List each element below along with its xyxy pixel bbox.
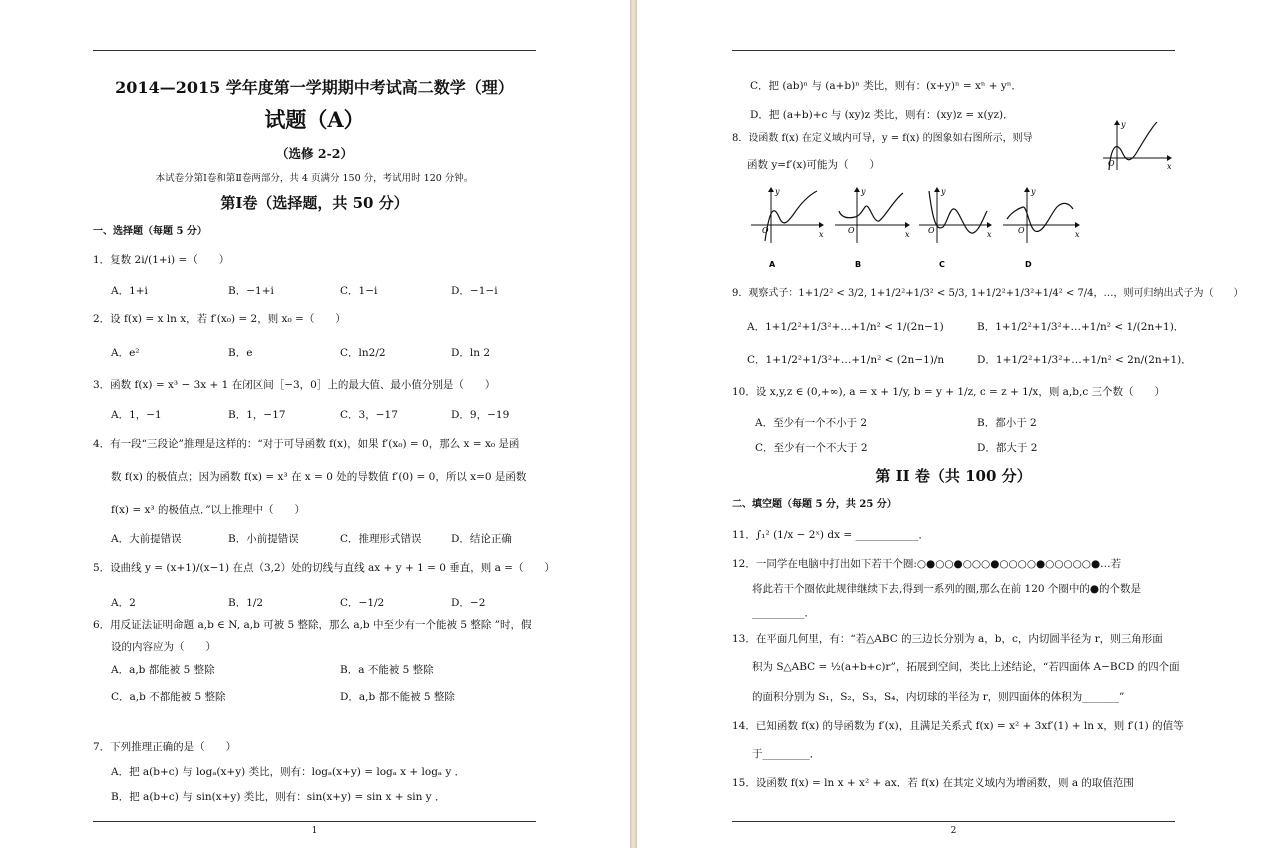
q8-d-y-label: y [1031,187,1036,196]
q6-line-1: 6．用反证法证明命题 a,b ∈ N, a,b 可被 5 整除，那么 a,b 中至少有一个能被 5 整除 ”时，假 [93,619,532,631]
q10-option-a: A．至少有一个不小于 2 [755,417,868,429]
part-2-title: 第 II 卷（共 100 分） [875,467,1032,485]
q8-b-y-label: y [861,187,866,196]
q1-stem: 1．复数 2i/(1+i) =（ ） [93,254,230,266]
q9-option-a: A．1+1/2²+1/3²+…+1/n² < 1/(2n−1) [747,321,944,333]
q13-line-3: 的面积分别为 S₁，S₂，S₃，S₄，内切球的半径为 r，则四面体的体积为_______” [752,691,1125,703]
q3-option-c: C．3，−17 [340,409,398,421]
exam-subtitle: 试题（A） [264,107,365,132]
q2-option-b: B．e [228,347,253,359]
q9-option-b: B．1+1/2²+1/3²+…+1/n² < 1/(2n+1)． [977,321,1185,333]
q3-stem: 3．函数 f(x) = x³ − 3x + 1 在闭区间［−3，0］上的最大值、最小值分别是（ ） [93,379,496,391]
q5-stem: 5．设曲线 y = (x+1)/(x−1) 在点（3,2）处的切线与直线 ax + y + 1 = 0 垂直，则 a =（ ） [93,562,555,574]
q15: 15．设函数 f(x) = ln x + x² + ax．若 f(x) 在其定义域内为增函数，则 a 的取值范围 [732,777,1134,789]
q8-line-2: 函数 y=f′(x)可能为（ ） [747,159,880,171]
exam-title: 2014—2015 学年度第一学期期中考试高二数学（理） [115,78,514,97]
q14-line-1: 14．已知函数 f(x) 的导函数为 f′(x)，且满足关系式 f(x) = x² + 3xf′(1) + ln x，则 f′(1) 的值等 [732,720,1184,732]
q5-option-b: B．1/2 [228,597,264,609]
section-2-heading: 二、填空题（每题 5 分，共 25 分） [732,499,897,510]
q4-option-a: A．大前提错误 [111,533,182,545]
q12-line-3: __________． [752,607,815,619]
exam-subtitle-2: （选修 2-2） [276,146,353,161]
q6-option-a: A．a,b 都能被 5 整除 [111,664,215,676]
page-number: 1 [311,826,318,836]
q13-line-1: 13．在平面几何里，有：“若△ABC 的三边长分别为 a，b，c，内切圆半径为 r，则三角形面 [732,633,1163,645]
q8-c-y-label: y [941,187,946,196]
q8-d-x-label: x [1075,230,1080,239]
q8-c-origin: O [928,226,935,235]
q10-option-c: C．至少有一个不大于 2 [755,442,868,454]
q8-a-x-label: x [819,230,824,239]
q3-option-d: D．9，−19 [451,409,510,421]
q6-option-d: D．a,b 都不能被 5 整除 [340,691,455,703]
q6-option-b: B．a 不能被 5 整除 [340,664,434,676]
q9-option-c: C．1+1/2²+1/3²+…+1/n² < (2n−1)/n [747,354,945,366]
q8-d-origin: O [1018,226,1025,235]
q4-line-3: f(x) = x³ 的极值点．”以上推理中（ ） [111,504,306,516]
q2-option-a: A．e² [111,347,140,359]
q3-option-a: A．1，−1 [111,409,162,421]
q8-b-origin: O [848,226,855,235]
q4-option-b: B．小前提错误 [228,533,299,545]
q10-option-d: D．都大于 2 [977,442,1038,454]
q4-line-1: 4．有一段“三段论”推理是这样的：“对于可导函数 f(x)，如果 f′(x₀) = 0，那么 x = x₀ 是函 [93,438,520,450]
q4-line-2: 数 f(x) 的极值点；因为函数 f(x) = x³ 在 x = 0 处的导数值 f′(0) = 0，所以 x=0 是函数 [111,471,527,483]
q12-line-1: 12．一同学在电脑中打出如下若干个圈:○●○○●○○○●○○○○●○○○○○●…若 [732,558,1122,570]
part-1-title: 第Ⅰ卷（选择题，共 50 分） [220,194,409,212]
q11: 11．∫₁² (1/x − 2ˣ) dx = ____________． [732,529,929,541]
q6-line-2: 设的内容应为（ ） [111,641,216,653]
q2-option-d: D．ln 2 [451,347,491,359]
q8-a-origin: O [762,226,769,235]
q1-option-c: C．1−i [340,285,378,297]
q7-option-c: C．把 (ab)ⁿ 与 (a+b)ⁿ 类比，则有：(x+y)ⁿ = xⁿ + yⁿ． [750,80,1022,92]
q8-a-y-label: y [775,187,780,196]
q8-a-label: A [769,260,776,269]
q8-option-a-graph [749,183,827,271]
fx-graph [1099,118,1173,172]
q14-line-2: 于_________． [752,748,821,760]
q9-stem: 9．观察式子：1+1/2² < 3/2, 1+1/2²+1/3² < 5/3, 1+1/2²+1/3²+1/4² < 7/4，…，则可归纳出式子为（ ） [732,288,1244,299]
exam-intro: 本试卷分第Ⅰ卷和第Ⅱ卷两部分，共 4 页满分 150 分，考试用时 120 分钟。 [155,173,474,184]
q8-d-label: D [1025,260,1032,269]
q5-option-c: C．−1/2 [340,597,385,609]
q1-option-a: A．1+i [111,285,148,297]
q8-c-x-label: x [987,230,992,239]
footer-rule [732,821,1175,822]
q4-option-c: C．推理形式错误 [340,533,422,545]
q7-stem: 7．下列推理正确的是（ ） [93,741,237,753]
q8-option-c-graph [917,183,995,271]
q8-option-b-graph [833,183,913,271]
q5-option-a: A．2 [111,597,136,609]
q7-option-b: B．把 a(b+c) 与 sin(x+y) 类比，则有：sin(x+y) = sin x + sin y ． [111,791,446,803]
q4-option-d: D．结论正确 [451,533,512,545]
q8-line-1: 8．设函数 f(x) 在定义域内可导，y = f(x) 的图象如右图所示，则导 [732,133,1033,144]
page-number: 2 [950,826,957,836]
q10-stem: 10．设 x,y,z ∈ (0,+∞), a = x + 1/y, b = y + 1/z, c = z + 1/x，则 a,b,c 三个数（ ） [732,386,1166,398]
q8-b-label: B [855,260,862,269]
q1-option-d: D．−1−i [451,285,498,297]
q13-line-2: 积为 S△ABC = ½(a+b+c)r”，拓展到空间，类比上述结论，“若四面体 A−BCD 的四个面 [752,661,1180,673]
q2-option-c: C．ln2/2 [340,347,386,359]
q7-option-d: D．把 (a+b)+c 与 (xy)z 类比，则有：(xy)z = x(yz)． [750,109,1014,121]
q10-option-b: B．都小于 2 [977,417,1037,429]
fx-graph-y-label: y [1121,120,1126,129]
q3-option-b: B．1，−17 [228,409,286,421]
q8-b-x-label: x [905,230,910,239]
q2-stem: 2．设 f(x) = x ln x，若 f′(x₀) = 2，则 x₀ =（ ） [93,313,346,325]
book-gutter [630,0,637,848]
fx-graph-x-label: x [1167,162,1172,171]
q7-option-a: A．把 a(b+c) 与 logₐ(x+y) 类比，则有：logₐ(x+y) = logₐ x + logₐ y ． [111,766,466,778]
q12-line-2: 将此若干个圈依此规律继续下去,得到一系列的圈,那么在前 120 个圈中的●的个数是 [752,583,1142,595]
q6-option-c: C．a,b 不都能被 5 整除 [111,691,226,703]
q8-c-label: C [939,260,945,269]
section-1-heading: 一、选择题（每题 5 分） [93,226,207,237]
fx-graph-origin: O [1108,159,1115,168]
q1-option-b: B．−1+i [228,285,274,297]
footer-rule [93,821,536,822]
q5-option-d: D．−2 [451,597,486,609]
header-rule [93,50,536,51]
q8-option-d-graph [1001,183,1083,271]
q9-option-d: D．1+1/2²+1/3²+…+1/n² < 2n/(2n+1)． [977,354,1192,366]
page-2 [637,0,1267,848]
header-rule [732,50,1175,51]
page-1 [0,0,630,848]
